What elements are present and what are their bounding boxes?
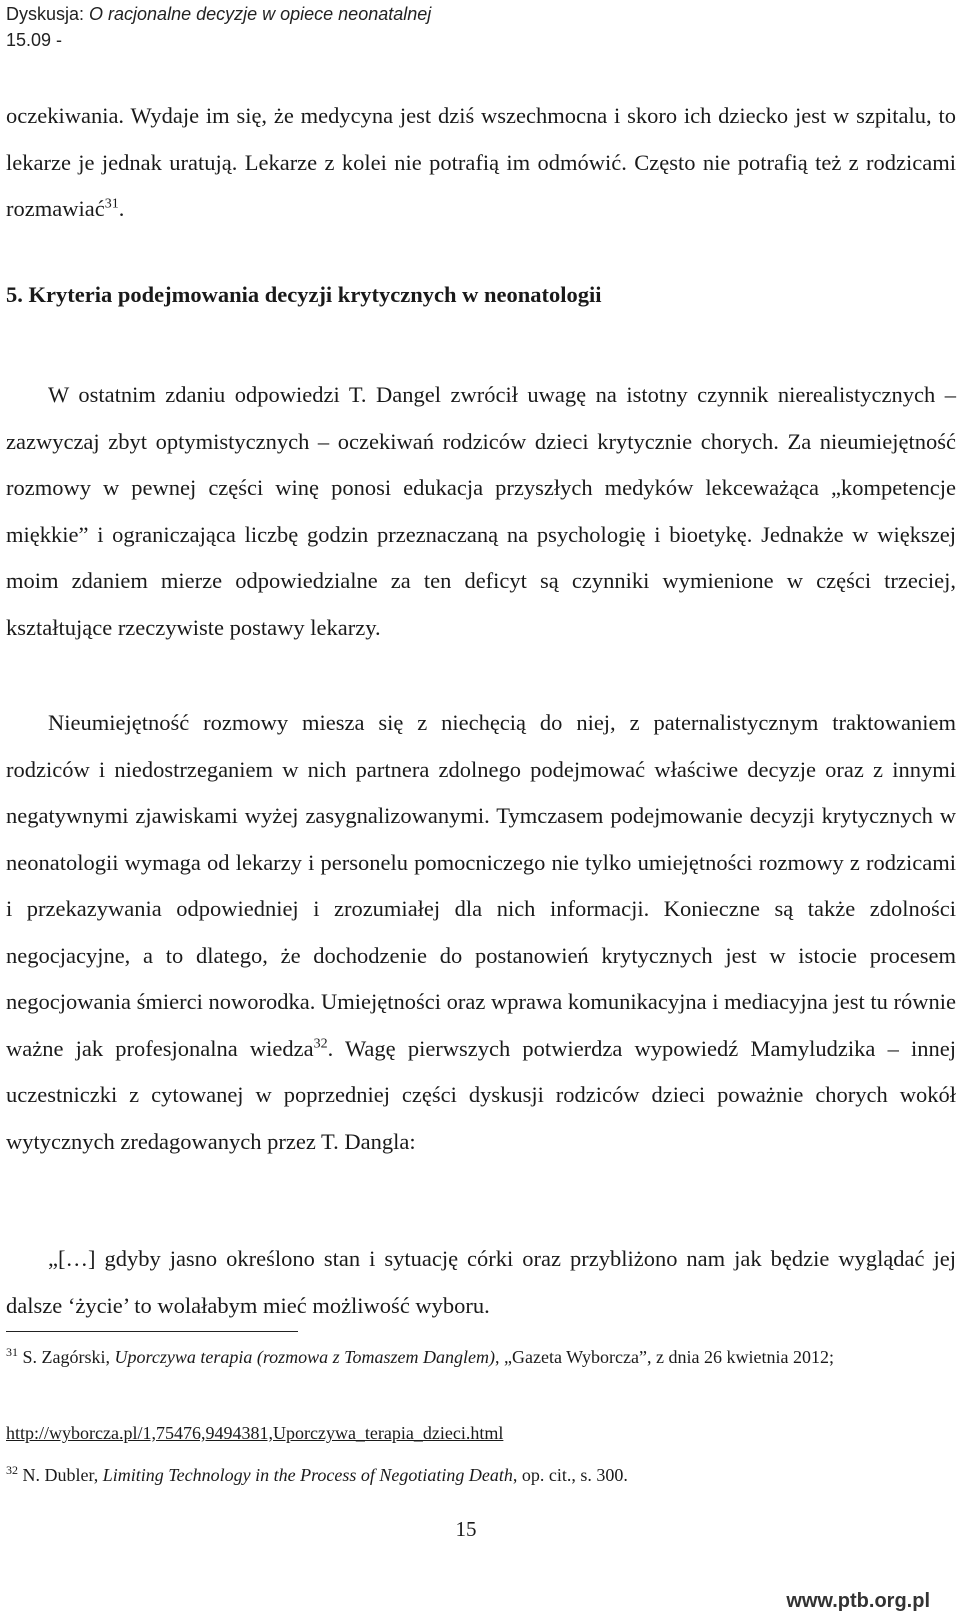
footnote-ref-31[interactable]: 31 — [104, 196, 119, 212]
footnote-ref-32[interactable]: 32 — [313, 1036, 328, 1051]
paragraph — [6, 700, 956, 1165]
footnote-author: N. Dubler, — [18, 1465, 103, 1485]
footnote-separator — [6, 1331, 298, 1332]
paragraph-text: oczekiwania. Wydaje im się, że medycyna jest dziś wszechmocna i skoro ich dziecko jest w szpitalu, to lekarze je jednak uratują. Lekarze z kolei nie potrafią im odmówić. Często nie potrafią też z rodzicami rozmawiać — [6, 103, 956, 221]
page-number: 15 — [455, 1517, 477, 1541]
paragraph-text-after: . Wagę pierwszych potwierdza wypowiedź Mamyludzika – innej uczestniczki z cytowanej w poprzedniej części dyskusji rodziców dzieci poważnie chorych wokół wytycznych zredagowanych przez T. Dangla: — [6, 1035, 956, 1154]
header-title: O racjonalne decyzje w opiece neonatalnej — [89, 4, 432, 24]
footnote-title: Uporczywa terapia (rozmowa z Tomaszem Danglem) — [114, 1347, 496, 1367]
header-prefix: Dyskusja: — [6, 4, 90, 24]
footnote-number: 32 — [6, 1463, 18, 1477]
footnote-rest: , „Gazeta Wyborcza”, z dnia 26 kwietnia 2012; — [495, 1347, 834, 1367]
footnote-31 — [6, 1340, 952, 1374]
site-url: www.ptb.org.pl — [786, 1590, 930, 1612]
quote-text: „[…] gdyby jasno określono stan i sytuację córki oraz przybliżono nam jak będzie wyglądać jej dalsze ‘życie’ to wolałabym mieć możliwość wyboru. — [6, 1246, 956, 1318]
paragraph-text: Nieumiejętność rozmowy miesza się z niechęcią do niej, z paternalistycznym traktowaniem rodziców i niedostrzeganiem w nich partnera zdolnego podejmować właściwe decyzje oraz z innymi negatywnymi zjawiskami wyżej zasygnalizowanymi. Tymczasem podejmowanie decyzji krytycznych w neonatologii wymaga od lekarzy i personelu pomocniczego nie tylko umiejętności rozmowy z rodzicami i przekazywania odpowiedniej i zrozumiałej dla nich informacji. Konieczne są także zdolności negocjacyjne, a to dlatego, że dochodzenie do postanowień krytycznych jest w istocie procesem negocjowania śmierci noworodka. Umiejętności oraz wprawa komunikacyjna i mediacyjna jest tu równie ważne jak profesjonalna wiedza — [6, 710, 956, 1061]
paragraph-end: . — [118, 196, 125, 221]
header-title-line — [6, 1, 431, 27]
footnote-rest: , op. cit., s. 300. — [512, 1465, 628, 1485]
paragraph-continued — [6, 93, 956, 233]
quote-paragraph — [6, 1236, 956, 1329]
footnote-author: S. Zagórski, — [18, 1347, 115, 1367]
footnote-number: 31 — [6, 1345, 18, 1359]
footnote-32 — [6, 1458, 952, 1492]
footnote-link[interactable]: http://wyborcza.pl/1,75476,9494381,Uporczywa_terapia_dzieci.html — [6, 1423, 504, 1443]
paragraph — [6, 372, 956, 651]
running-header — [6, 1, 431, 53]
paragraph-text: W ostatnim zdaniu odpowiedzi T. Dangel zwrócił uwagę na istotny czynnik nierealistycznych – zazwyczaj zbyt optymistycznych – oczekiwań rodziców dzieci krytycznie chorych. Za nieumiejętność rozmowy w pewnej części winę ponosi edukacja przyszłych medyków lekceważąca „kompetencje miękkie” i ograniczająca liczbę godzin przeznaczaną na psychologię i bioetykę. Jednakże w większej moim zdaniem mierze odpowiedzialne za ten deficyt są czynniki wymienione w części trzeciej, kształtujące rzeczywiste postawy lekarzy. — [6, 382, 956, 640]
section-heading: 5. Kryteria podejmowania decyzji krytycznych w neonatologii — [6, 282, 602, 307]
header-date: 15.09 - — [6, 30, 63, 50]
footnote-title: Limiting Technology in the Process of Negotiating Death — [102, 1465, 513, 1485]
